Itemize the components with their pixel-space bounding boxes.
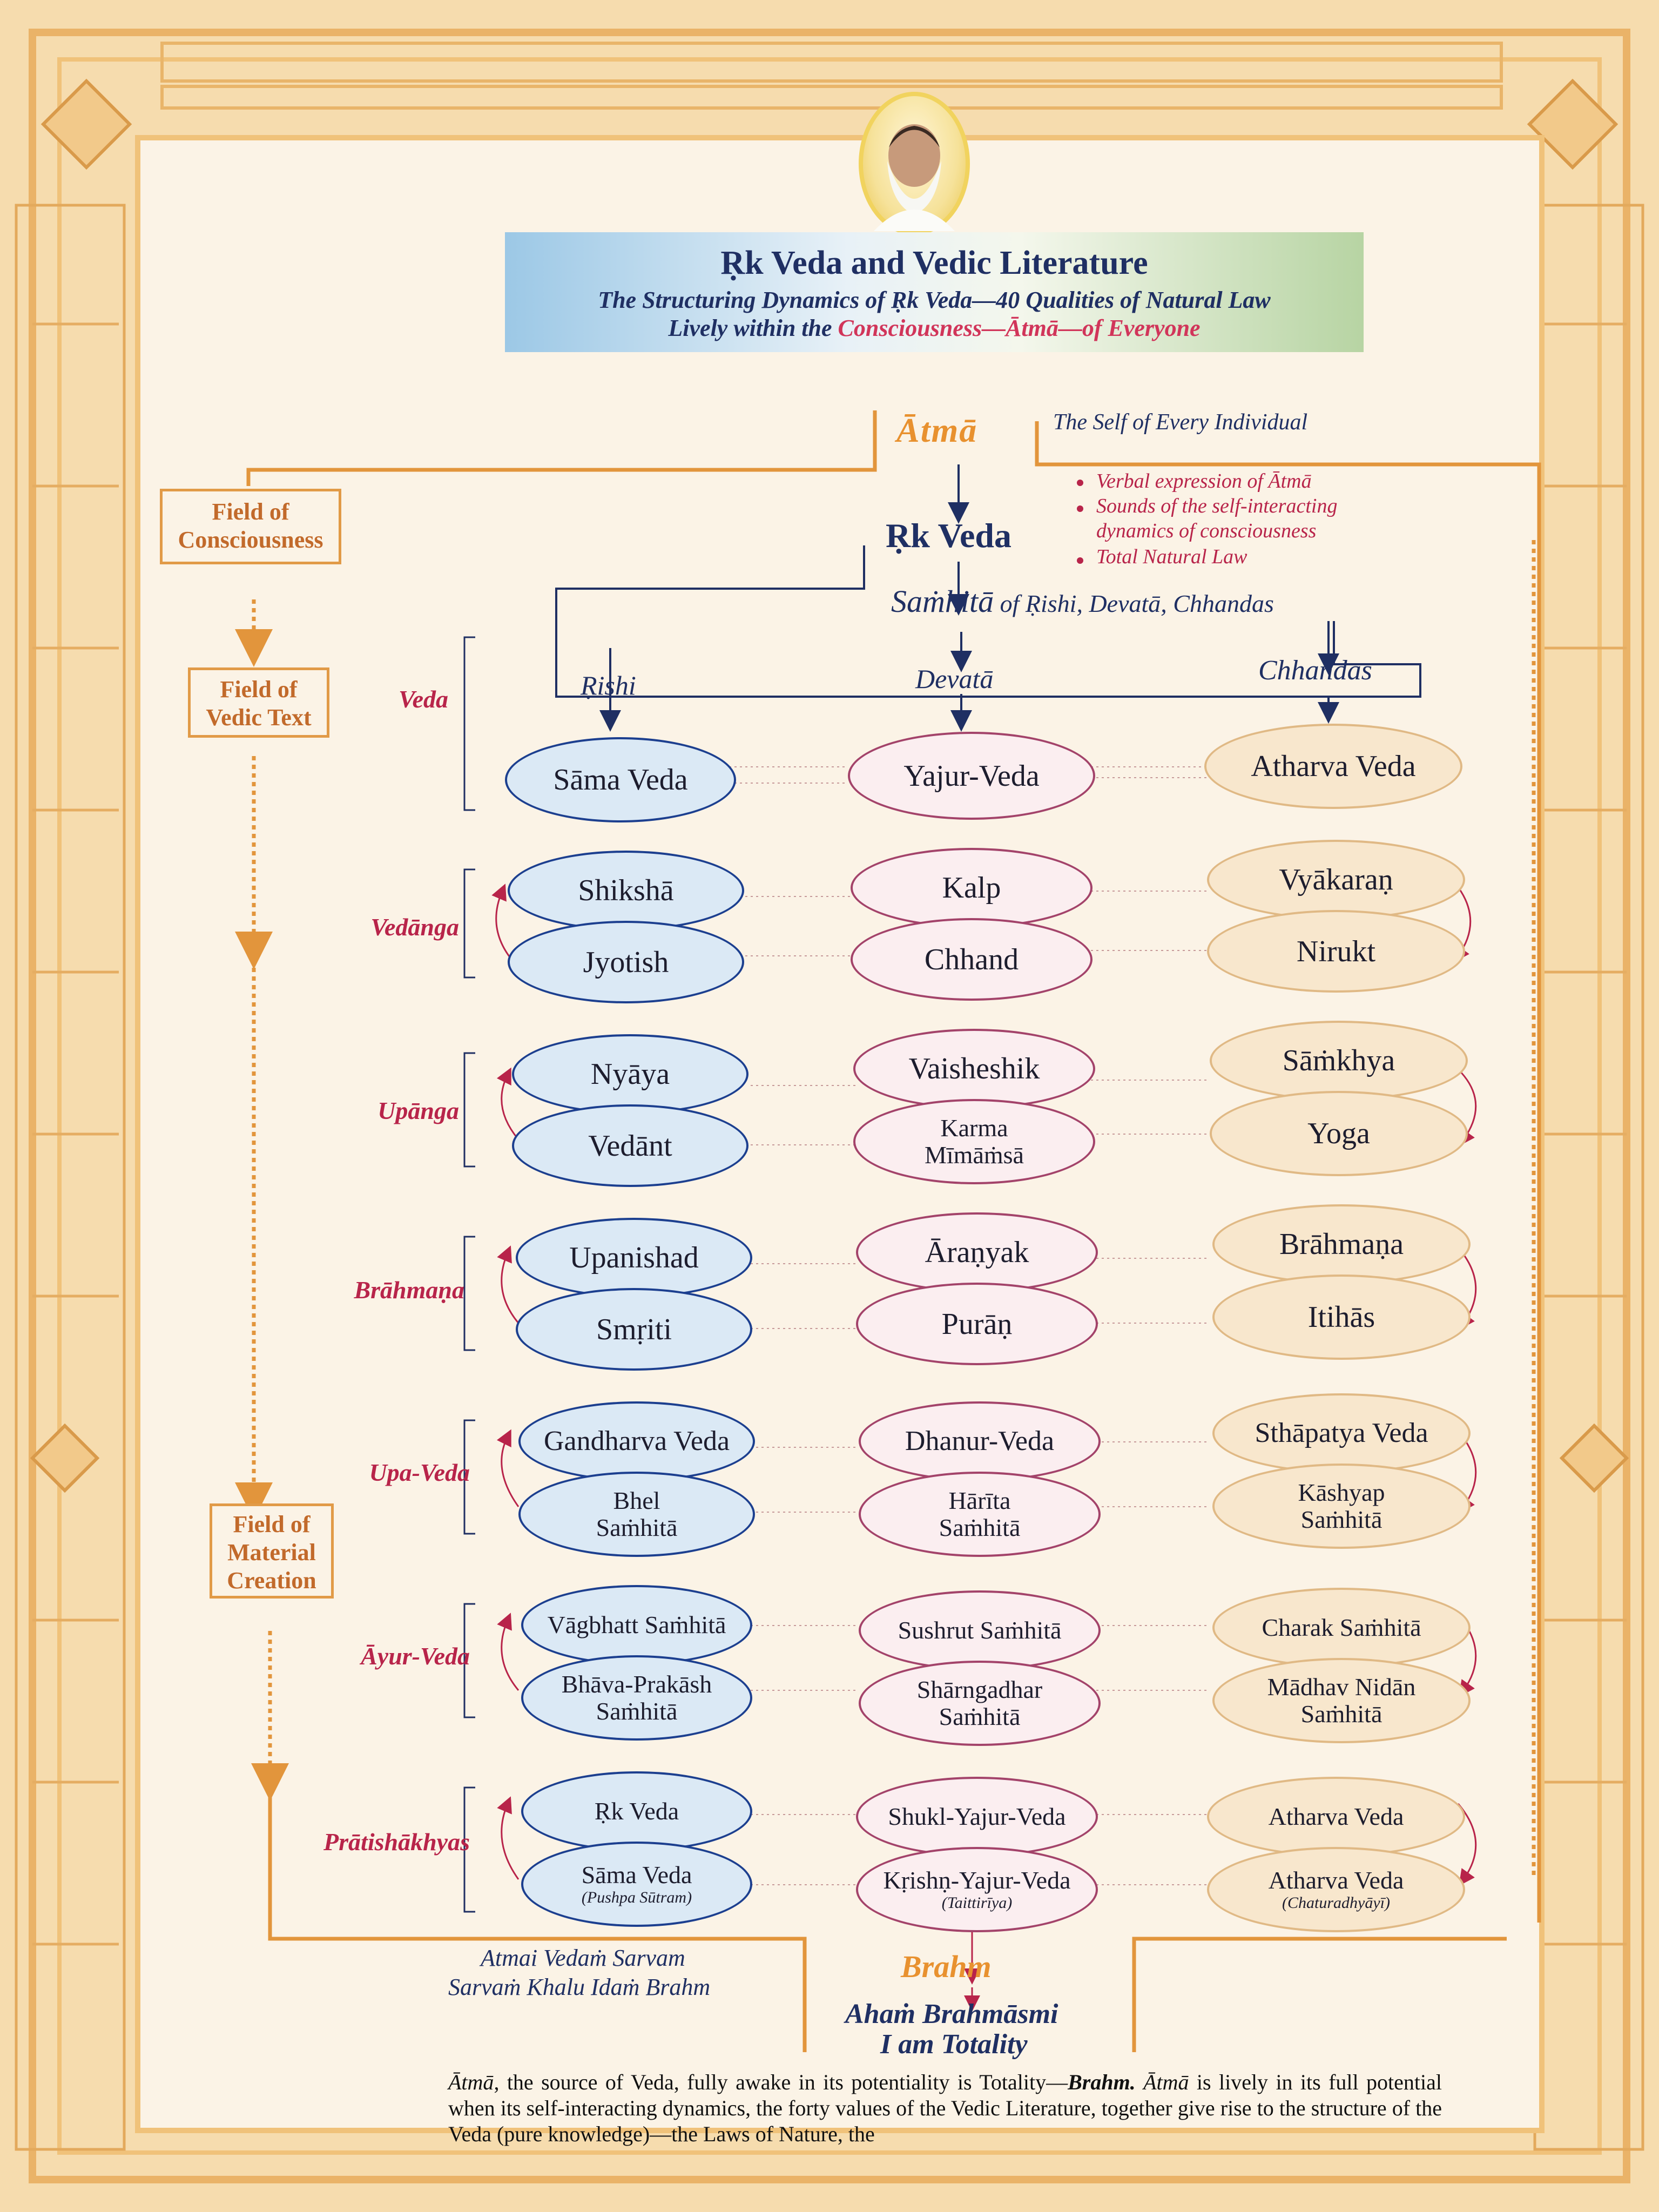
oval-text: Jyotish <box>583 945 669 979</box>
oval-text: Nyāya <box>590 1057 670 1091</box>
oval-jyotish <box>508 921 744 1003</box>
oval-text-line1: Mādhav Nidān <box>1267 1673 1416 1701</box>
oval-text-line2: Saṁhitā <box>939 1514 1021 1541</box>
oval-gandharva-veda <box>518 1401 755 1481</box>
oval-text: Vaisheshik <box>908 1052 1040 1085</box>
oval-krishn-yajur-veda <box>856 1847 1098 1932</box>
oval-text: Chhand <box>924 942 1019 976</box>
field-material-line3: Creation <box>227 1567 316 1594</box>
note-sounds: Sounds of the self-interacting <box>1096 495 1338 517</box>
field-material-line1: Field of <box>233 1511 311 1537</box>
oval-sushrut-samhita <box>859 1590 1101 1670</box>
oval-text-line2: Saṁhitā <box>596 1697 678 1725</box>
subtitle-highlight: Consciousness—Ātmā—of Everyone <box>838 315 1201 341</box>
brahm-label: Brahm <box>901 1949 992 1984</box>
samhita-word: Saṁhitā <box>891 584 994 619</box>
oval-text: Yajur-Veda <box>903 759 1040 793</box>
oval-yoga <box>1210 1091 1468 1176</box>
oval-smriti <box>516 1288 752 1371</box>
oval-atharva-veda <box>1204 724 1462 809</box>
field-of-consciousness-box <box>160 489 341 564</box>
oval-shukl-yajur-veda <box>856 1777 1098 1857</box>
oval-text-line2: Saṁhitā <box>1300 1506 1382 1533</box>
oval-kalp <box>851 848 1092 928</box>
oval-itihas <box>1212 1274 1471 1360</box>
row-label-upa-veda: Upa-Veda <box>369 1459 470 1486</box>
oval-kashyap-samhita <box>1212 1464 1471 1549</box>
oval-text: Sāṁkhya <box>1282 1044 1395 1077</box>
oval-text: Vāgbhatt Saṁhitā <box>547 1611 726 1638</box>
subtitle-prefix: Lively within the <box>668 315 838 341</box>
para-rest: is lively in its full potential when its self-interacting dynamics, the forty values of the Vedic Literature, together give rise to the structure of the Veda (pure knowledge)—the Laws of Nature, the <box>448 2070 1442 2146</box>
field-of-material-creation-box <box>210 1503 334 1599</box>
oval-vyakaran <box>1207 840 1465 920</box>
oval-brahmana <box>1212 1204 1471 1284</box>
oval-text-line1: Hārīta <box>948 1487 1011 1514</box>
oval-atharva-veda-chaturadhyayi <box>1207 1847 1465 1932</box>
oval-text-line1: Atharva Veda <box>1268 1866 1404 1894</box>
atma-label: Ātmā <box>896 411 978 449</box>
para-atma2: Ātmā <box>1135 2070 1189 2094</box>
oval-samkhya <box>1210 1021 1468 1101</box>
oval-sama-veda <box>505 737 736 822</box>
oval-text: Yoga <box>1307 1117 1370 1150</box>
row-label-brahmana: Brāhmaṇa <box>354 1276 464 1304</box>
rishi-label: Ṛishi <box>581 670 636 700</box>
oval-vaisheshik <box>853 1029 1095 1109</box>
oval-text: Sāma Veda <box>553 763 688 797</box>
oval-text-line2: Saṁhitā <box>939 1703 1021 1730</box>
oval-charak-samhita <box>1212 1588 1471 1668</box>
oval-text: Gandharva Veda <box>543 1426 730 1456</box>
field-material-line2: Material <box>227 1539 316 1566</box>
description-paragraph <box>448 2069 1442 2147</box>
oval-text: Itihās <box>1307 1300 1375 1334</box>
bottom-left-line1: Atmai Vedaṁ Sarvam <box>481 1945 685 1971</box>
oval-vagbhatt-samhita <box>521 1585 752 1665</box>
page-title: Ṛk Veda and Vedic Literature <box>720 245 1148 281</box>
oval-text-sub: (Pushpa Sūtram) <box>581 1889 692 1906</box>
oval-text: Ṛk Veda <box>594 1797 679 1825</box>
para-part1: , the source of Veda, fully awake in its potentiality is Totality— <box>494 2070 1068 2094</box>
bottom-left-line2: Sarvaṁ Khalu Idaṁ Brahm <box>448 1974 711 2000</box>
oval-chhand <box>851 918 1092 1001</box>
oval-text: Āraṇyak <box>925 1236 1029 1269</box>
oval-text-sub: (Taittirīya) <box>941 1894 1013 1912</box>
rk-veda-heading: Ṛk Veda <box>886 516 1011 555</box>
i-am-totality: I am Totality <box>880 2029 1028 2060</box>
oval-shiksha <box>508 851 744 930</box>
oval-nirukt <box>1207 910 1465 993</box>
oval-aranyak <box>856 1212 1098 1292</box>
oval-puran <box>856 1283 1098 1365</box>
oval-sthapatya-veda <box>1212 1393 1471 1473</box>
oval-text: Vyākaraṇ <box>1279 863 1393 896</box>
row-label-upanga: Upānga <box>377 1097 459 1124</box>
subtitle-line-1: The Structuring Dynamics of Ṛk Veda—40 Qualities of Natural Law <box>598 287 1271 313</box>
oval-text: Shukl-Yajur-Veda <box>888 1803 1066 1830</box>
devata-label: Devatā <box>915 664 994 694</box>
field-vedic-line1: Field of <box>220 676 298 703</box>
oval-text-line1: Sāma Veda <box>581 1861 692 1889</box>
atma-description: The Self of Every Individual <box>1053 410 1308 435</box>
oval-text-line2: Saṁhitā <box>596 1514 678 1541</box>
oval-text: Sushrut Saṁhitā <box>898 1616 1062 1644</box>
para-brahm: Brahm. <box>1068 2070 1136 2094</box>
oval-text: Smṛiti <box>596 1312 672 1346</box>
oval-sharngadhar-samhita <box>859 1661 1101 1746</box>
oval-text: Atharva Veda <box>1268 1803 1404 1830</box>
oval-text: Kalp <box>942 871 1001 905</box>
note-dynamics: dynamics of consciousness <box>1096 520 1317 542</box>
oval-dhanur-veda <box>859 1401 1101 1481</box>
note-total-natural-law: Total Natural Law <box>1096 545 1247 568</box>
oval-text-line1: Kṛishṇ-Yajur-Veda <box>883 1866 1071 1894</box>
para-atma: Ātmā <box>448 2070 494 2094</box>
row-label-ayur-veda: Āyur-Veda <box>361 1642 470 1670</box>
samhita-rest: of Ṛishi, Devatā, Chhandas <box>994 590 1274 617</box>
oval-text-line1: Bhāva-Prakāsh <box>561 1670 712 1698</box>
oval-text-line1: Karma <box>940 1114 1008 1142</box>
oval-text-line1: Bhel <box>613 1487 660 1514</box>
oval-text: Shikshā <box>578 874 674 907</box>
oval-rk-veda-pratishakhya <box>521 1771 752 1851</box>
row-label-veda: Veda <box>399 685 448 713</box>
oval-yajur-veda <box>848 732 1095 820</box>
oval-text: Brāhmaṇa <box>1279 1228 1404 1261</box>
oval-text-line1: Kāshyap <box>1298 1479 1385 1506</box>
row-label-pratishakhyas: Prātishākhyas <box>323 1828 470 1856</box>
oval-text-line1: Shārngadhar <box>916 1676 1043 1703</box>
row-label-vedanga: Vedānga <box>370 913 459 941</box>
oval-atharva-veda-pratishakhya <box>1207 1777 1465 1857</box>
oval-text: Sthāpatya Veda <box>1255 1418 1428 1448</box>
oval-bhel-samhita <box>518 1472 755 1557</box>
oval-bhava-prakash-samhita <box>521 1655 752 1741</box>
field-consciousness-line1: Field of <box>212 498 289 525</box>
oval-sama-veda-pushpa-sutram <box>521 1842 752 1927</box>
note-verbal-expression: Verbal expression of Ātmā <box>1096 470 1312 493</box>
oval-text: Nirukt <box>1296 934 1376 968</box>
aham-brahmasmi: Ahaṁ Brahmāsmi <box>845 1999 1058 2029</box>
oval-text: Vedānt <box>588 1129 672 1163</box>
oval-text: Purāṇ <box>941 1307 1013 1341</box>
field-vedic-line2: Vedic Text <box>206 704 312 731</box>
oval-text: Atharva Veda <box>1251 750 1416 783</box>
oval-harita-samhita <box>859 1472 1101 1557</box>
chhandas-label: Chhandas <box>1258 655 1372 686</box>
oval-text-line2: Saṁhitā <box>1300 1700 1382 1728</box>
oval-text: Dhanur-Veda <box>905 1426 1055 1456</box>
oval-text: Upanishad <box>569 1241 699 1274</box>
oval-karma-mimamsa <box>853 1099 1095 1184</box>
oval-nyaya <box>512 1034 748 1114</box>
oval-text-sub: (Chaturadhyāyī) <box>1282 1894 1390 1912</box>
oval-text: Charak Saṁhitā <box>1262 1614 1421 1641</box>
oval-upanishad <box>516 1218 752 1298</box>
field-consciousness-line2: Consciousness <box>178 527 323 553</box>
samhita-line <box>891 583 1274 619</box>
oval-vedant <box>512 1104 748 1187</box>
oval-text-line2: Mīmāṁsā <box>925 1141 1024 1169</box>
oval-madhav-nidan-samhita <box>1212 1658 1471 1743</box>
